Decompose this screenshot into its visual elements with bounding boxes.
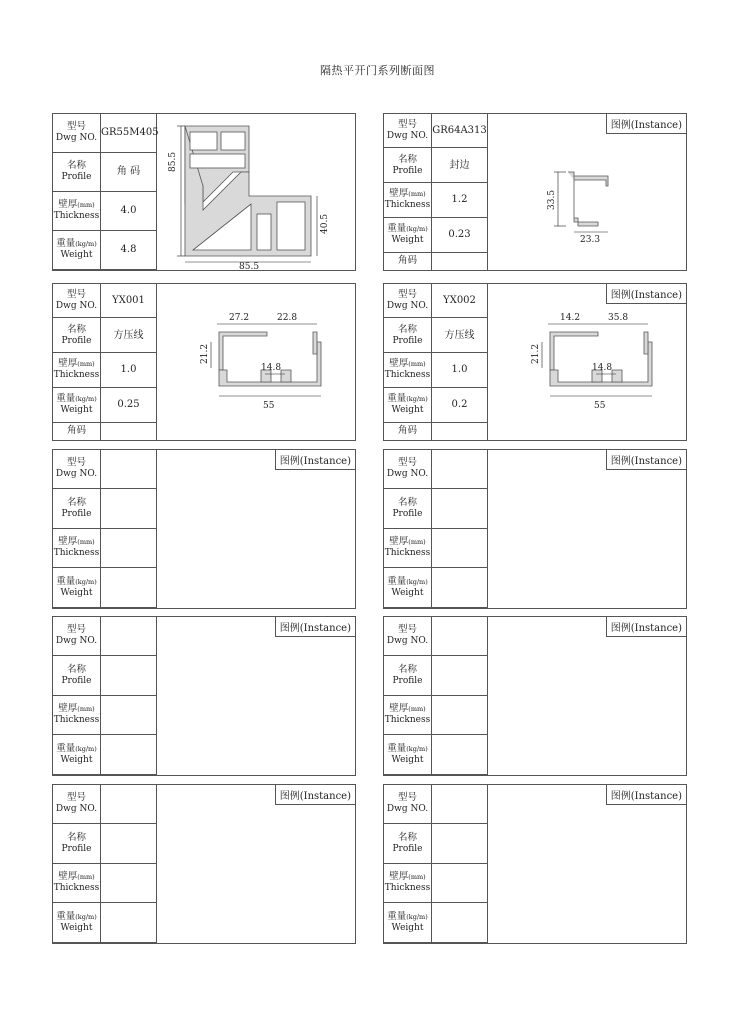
- thickness-value: [101, 695, 157, 735]
- label-en: Dwg NO.: [386, 131, 429, 142]
- label-cn: 重量: [56, 237, 76, 249]
- profile-card: [383, 616, 687, 776]
- dim-a: 14.2: [560, 313, 581, 323]
- extra-value: [432, 942, 488, 943]
- label-cn: 名称: [397, 663, 417, 675]
- label-unit: (kg/m): [75, 239, 97, 248]
- drawing-area: [488, 284, 686, 440]
- label-cn: 壁厚: [58, 198, 78, 210]
- profile-card: [383, 784, 687, 944]
- label-cell: [384, 656, 432, 696]
- dim-h: 21.2: [200, 343, 210, 364]
- page-title: 隔热平开门系列断面图: [320, 64, 435, 77]
- instance-caption: 图例(Instance): [275, 450, 355, 470]
- label-cell: [384, 353, 432, 388]
- label-cell: [384, 183, 432, 218]
- label-en: Weight: [391, 922, 424, 933]
- label-en: Profile: [392, 675, 423, 686]
- label-cell: [53, 191, 101, 230]
- label-cn: 名称: [66, 831, 86, 843]
- label-cell: [384, 695, 432, 735]
- label-en: Profile: [61, 843, 92, 854]
- dim-h: 21.2: [531, 343, 541, 364]
- spec-table: [384, 284, 488, 440]
- label-cell: [53, 387, 101, 422]
- drawing-area: [488, 785, 686, 941]
- label-en: Weight: [391, 235, 424, 246]
- label-cell: [384, 824, 432, 864]
- spec-table: [384, 450, 488, 608]
- corner-code-label: 角码: [53, 422, 101, 440]
- label-cell: [384, 148, 432, 183]
- label-en: Profile: [61, 335, 92, 346]
- spec-table: [384, 617, 488, 775]
- label-cn: 壁厚: [58, 358, 78, 370]
- model-value: GR64A313: [432, 114, 488, 148]
- label-cn: 型号: [66, 121, 86, 133]
- extra-value: [101, 942, 157, 943]
- extra-value: [101, 269, 157, 270]
- label-cn: 型号: [66, 792, 86, 804]
- model-value: YX002: [432, 284, 488, 318]
- drawing-area: [157, 450, 355, 606]
- instance-caption: 图例(Instance): [606, 114, 686, 134]
- profile-value: [432, 656, 488, 696]
- label-cn: 名称: [66, 496, 86, 508]
- corner-code-label: [384, 774, 432, 775]
- label-cn: 重量: [387, 575, 407, 587]
- profile-value: [101, 824, 157, 864]
- instance-caption: 图例(Instance): [606, 617, 686, 637]
- extra-value: [432, 422, 488, 440]
- label-cell: [53, 656, 101, 696]
- label-cn: 型号: [397, 119, 417, 131]
- profile-card: [52, 113, 356, 271]
- label-en: Thickness: [384, 200, 431, 211]
- weight-value: [432, 568, 488, 608]
- drawing-area: [488, 450, 686, 606]
- label-unit: (mm): [408, 190, 426, 199]
- label-cn: 重量: [56, 393, 76, 405]
- label-cell: [384, 114, 432, 148]
- label-cell: [53, 695, 101, 735]
- thickness-value: [101, 528, 157, 568]
- dim-a: 27.2: [229, 313, 250, 323]
- label-en: Thickness: [53, 548, 100, 559]
- label-cell: [53, 735, 101, 775]
- label-en: Profile: [392, 335, 423, 346]
- label-en: Dwg NO.: [386, 804, 429, 815]
- dim-b: 35.8: [608, 313, 629, 323]
- weight-value: 4.8: [101, 230, 157, 269]
- label-en: Thickness: [53, 715, 100, 726]
- label-cn: 重量: [56, 742, 76, 754]
- label-cell: [53, 528, 101, 568]
- label-cn: 壁厚: [389, 188, 409, 200]
- spec-table: [53, 450, 157, 608]
- drawing-area: [157, 114, 355, 270]
- profile-card: [383, 449, 687, 609]
- label-cell: [384, 489, 432, 529]
- label-cell: [384, 528, 432, 568]
- thickness-value: 1.0: [432, 353, 488, 388]
- label-cell: [384, 863, 432, 903]
- label-unit: (kg/m): [406, 912, 428, 921]
- label-en: Thickness: [384, 715, 431, 726]
- label-cell: [384, 318, 432, 353]
- dim-height: 85.5: [168, 151, 178, 172]
- label-en: Thickness: [384, 883, 431, 894]
- label-cell: [53, 230, 101, 269]
- thickness-value: 1.2: [432, 183, 488, 218]
- label-en: Profile: [392, 508, 423, 519]
- label-cell: [53, 863, 101, 903]
- label-cn: 重量: [56, 910, 76, 922]
- label-unit: (kg/m): [75, 744, 97, 753]
- instance-caption: 图例(Instance): [606, 785, 686, 805]
- extra-value: [432, 607, 488, 608]
- dim-width: 85.5: [239, 262, 260, 270]
- label-en: Profile: [392, 165, 423, 176]
- label-en: Dwg NO.: [55, 804, 98, 815]
- label-cell: [53, 489, 101, 529]
- corner-code-label: [384, 942, 432, 943]
- label-en: Weight: [60, 754, 93, 765]
- profile-card: [52, 784, 356, 944]
- profile-value: 封边: [432, 148, 488, 183]
- profile-card: [52, 616, 356, 776]
- corner-code-label: [53, 942, 101, 943]
- label-cn: 名称: [397, 496, 417, 508]
- drawing-area: [488, 114, 686, 270]
- label-cell: [384, 903, 432, 943]
- label-en: Dwg NO.: [55, 469, 98, 480]
- label-unit: (mm): [77, 360, 95, 369]
- label-cell: [53, 450, 101, 489]
- label-en: Dwg NO.: [55, 636, 98, 647]
- label-en: Dwg NO.: [55, 133, 98, 144]
- label-unit: (kg/m): [75, 577, 97, 586]
- label-cn: 型号: [66, 624, 86, 636]
- spec-table: [53, 785, 157, 943]
- label-en: Dwg NO.: [386, 469, 429, 480]
- dim-w: 55: [263, 401, 275, 411]
- dim-width: 23.3: [580, 235, 601, 245]
- weight-value: 0.23: [432, 217, 488, 252]
- corner-code-label: 角码: [384, 252, 432, 270]
- corner-code-label: [384, 607, 432, 608]
- corner-code-label: [53, 774, 101, 775]
- label-en: Weight: [60, 587, 93, 598]
- label-cn: 型号: [66, 457, 86, 469]
- profile-drawing-gr55m405: [157, 114, 355, 270]
- label-cell: [53, 824, 101, 864]
- label-unit: (mm): [408, 705, 426, 714]
- label-cn: 壁厚: [389, 358, 409, 370]
- dim-b: 22.8: [277, 313, 298, 323]
- label-cn: 型号: [397, 457, 417, 469]
- label-cn: 名称: [397, 153, 417, 165]
- label-en: Thickness: [53, 883, 100, 894]
- label-cell: [53, 318, 101, 353]
- label-cn: 型号: [66, 289, 86, 301]
- label-cell: [384, 568, 432, 608]
- label-en: Thickness: [384, 548, 431, 559]
- instance-caption: 图例(Instance): [606, 450, 686, 470]
- corner-code-label: [53, 269, 101, 270]
- label-cn: 壁厚: [58, 703, 78, 715]
- label-cell: [53, 568, 101, 608]
- instance-caption: 图例(Instance): [606, 284, 686, 304]
- model-value: [101, 617, 157, 656]
- label-en: Dwg NO.: [386, 636, 429, 647]
- model-value: [101, 785, 157, 824]
- model-value: [432, 450, 488, 489]
- label-en: Weight: [60, 922, 93, 933]
- label-en: Thickness: [53, 370, 100, 381]
- label-cell: [53, 785, 101, 824]
- thickness-value: [432, 528, 488, 568]
- label-cn: 重量: [387, 393, 407, 405]
- label-cell: [384, 387, 432, 422]
- label-cn: 壁厚: [58, 536, 78, 548]
- extra-value: [432, 252, 488, 270]
- profile-drawing-yx001: [157, 284, 355, 440]
- label-cell: [384, 735, 432, 775]
- profile-card: [52, 283, 356, 441]
- label-en: Weight: [60, 405, 93, 416]
- label-cn: 名称: [66, 663, 86, 675]
- label-unit: (kg/m): [406, 744, 428, 753]
- spec-table: [53, 114, 157, 270]
- label-cn: 壁厚: [58, 871, 78, 883]
- thickness-value: [432, 695, 488, 735]
- label-cn: 型号: [397, 792, 417, 804]
- label-cn: 重量: [387, 742, 407, 754]
- label-cn: 名称: [397, 831, 417, 843]
- label-cell: [53, 617, 101, 656]
- profile-value: [432, 824, 488, 864]
- label-en: Profile: [392, 843, 423, 854]
- weight-value: [101, 568, 157, 608]
- label-unit: (mm): [408, 538, 426, 547]
- weight-value: [101, 735, 157, 775]
- profile-value: [101, 656, 157, 696]
- model-value: GR55M405: [101, 114, 157, 152]
- model-value: [432, 617, 488, 656]
- label-en: Weight: [391, 754, 424, 765]
- extra-value: [101, 607, 157, 608]
- weight-value: 0.25: [101, 387, 157, 422]
- thickness-value: [101, 863, 157, 903]
- thickness-value: 1.0: [101, 353, 157, 388]
- label-en: Thickness: [53, 210, 100, 221]
- spec-table: [384, 785, 488, 943]
- label-unit: (kg/m): [406, 577, 428, 586]
- profile-drawing-yx002: [488, 284, 686, 440]
- extra-value: [101, 422, 157, 440]
- drawing-area: [157, 785, 355, 941]
- model-value: [101, 450, 157, 489]
- label-en: Weight: [391, 405, 424, 416]
- label-en: Profile: [61, 508, 92, 519]
- label-cell: [384, 217, 432, 252]
- thickness-value: [432, 863, 488, 903]
- profile-card: [52, 449, 356, 609]
- profile-value: 方压线: [432, 318, 488, 353]
- corner-code-label: [53, 607, 101, 608]
- profile-value: 方压线: [101, 318, 157, 353]
- model-value: [432, 785, 488, 824]
- label-cell: [53, 152, 101, 191]
- profile-card: [383, 283, 687, 441]
- spec-table: [53, 617, 157, 775]
- dim-c: 14.8: [592, 363, 613, 373]
- label-cn: 壁厚: [389, 536, 409, 548]
- profile-value: 角 码: [101, 152, 157, 191]
- instance-caption: 图例(Instance): [275, 785, 355, 805]
- label-cell: [384, 785, 432, 824]
- label-cn: 名称: [66, 323, 86, 335]
- label-cn: 重量: [387, 223, 407, 235]
- label-cn: 型号: [397, 624, 417, 636]
- label-cell: [53, 114, 101, 152]
- label-en: Profile: [61, 675, 92, 686]
- weight-value: [432, 735, 488, 775]
- profile-drawing-gr64a313: [488, 114, 686, 270]
- label-cell: [53, 353, 101, 388]
- profile-value: [432, 489, 488, 529]
- spec-table: [384, 114, 488, 270]
- extra-value: [101, 774, 157, 775]
- drawing-area: [157, 617, 355, 773]
- label-en: Thickness: [384, 370, 431, 381]
- label-unit: (mm): [77, 705, 95, 714]
- label-unit: (mm): [77, 873, 95, 882]
- label-en: Weight: [391, 587, 424, 598]
- label-cn: 壁厚: [389, 871, 409, 883]
- weight-value: [101, 903, 157, 943]
- label-cn: 重量: [387, 910, 407, 922]
- label-cell: [53, 284, 101, 318]
- extra-value: [432, 774, 488, 775]
- label-unit: (kg/m): [75, 912, 97, 921]
- dim-w: 55: [594, 401, 606, 411]
- label-cn: 名称: [397, 323, 417, 335]
- label-unit: (mm): [77, 200, 95, 209]
- weight-value: 0.2: [432, 387, 488, 422]
- label-unit: (mm): [77, 538, 95, 547]
- drawing-area: [488, 617, 686, 773]
- label-en: Dwg NO.: [386, 301, 429, 312]
- model-value: YX001: [101, 284, 157, 318]
- dim-c: 14.8: [261, 363, 282, 373]
- instance-caption: 图例(Instance): [275, 617, 355, 637]
- label-en: Dwg NO.: [55, 301, 98, 312]
- weight-value: [432, 903, 488, 943]
- label-cn: 型号: [397, 289, 417, 301]
- label-unit: (kg/m): [406, 225, 428, 234]
- label-en: Weight: [60, 249, 93, 260]
- label-cell: [384, 450, 432, 489]
- thickness-value: 4.0: [101, 191, 157, 230]
- profile-card: [383, 113, 687, 271]
- label-cell: [384, 617, 432, 656]
- label-cn: 重量: [56, 575, 76, 587]
- label-unit: (kg/m): [406, 395, 428, 404]
- corner-code-label: 角码: [384, 422, 432, 440]
- spec-table: [53, 284, 157, 440]
- label-unit: (kg/m): [75, 395, 97, 404]
- label-cell: [53, 903, 101, 943]
- profile-value: [101, 489, 157, 529]
- label-unit: (mm): [408, 873, 426, 882]
- label-cn: 壁厚: [389, 703, 409, 715]
- dim-side: 40.5: [320, 213, 330, 234]
- label-en: Profile: [61, 171, 92, 182]
- label-cn: 名称: [66, 159, 86, 171]
- label-unit: (mm): [408, 360, 426, 369]
- dim-height: 33.5: [547, 189, 557, 210]
- drawing-area: [157, 284, 355, 440]
- label-cell: [384, 284, 432, 318]
